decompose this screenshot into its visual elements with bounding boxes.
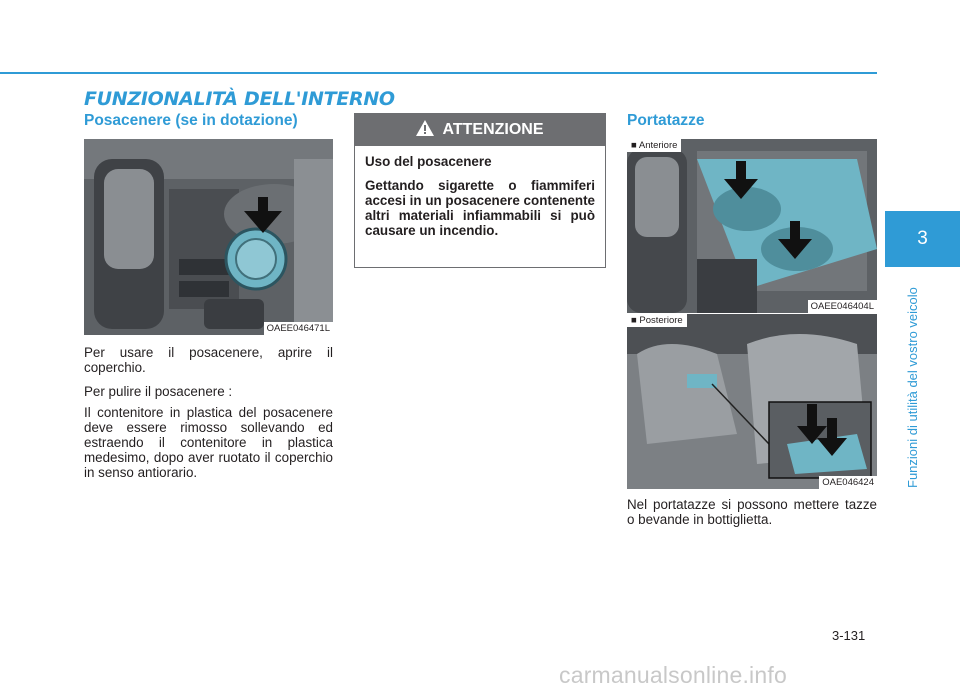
watermark: carmanualsonline.info xyxy=(559,662,787,688)
warning-label: ATTENZIONE xyxy=(442,121,544,138)
photo-code: OAE046424 xyxy=(819,476,877,489)
paragraph: Per pulire il posacenere : xyxy=(84,384,233,399)
cupholder-heading: Portatazze xyxy=(627,112,705,129)
chapter-tab: 3 xyxy=(885,211,960,267)
ashtray-photo xyxy=(84,139,333,335)
ashtray-text xyxy=(84,345,333,489)
cupholder-text xyxy=(627,497,877,536)
chapter-label: Funzioni di utilità del vostro veicolo xyxy=(905,287,920,488)
warning-triangle-icon xyxy=(416,120,434,141)
warning-box xyxy=(354,113,606,268)
paragraph: Nel portatazze si possono mettere tazze o bevande in bottiglietta. xyxy=(627,497,877,527)
warning-text: Gettando sigarette o fiammiferi accesi in un posacenere contenente altri materiali infiammabili si può causare un incendio. xyxy=(365,178,595,238)
photo-code: OAEE046404L xyxy=(808,300,877,313)
photo-code: OAEE046471L xyxy=(264,322,333,335)
front-cupholder-photo xyxy=(627,139,877,313)
photo-tag: ■ Anteriore xyxy=(627,139,681,152)
rear-cupholder-photo xyxy=(627,314,877,489)
photo-tag: ■ Posteriore xyxy=(627,314,687,327)
paragraph: Per usare il posacenere, aprire il coperchio. xyxy=(84,345,333,375)
header-rule xyxy=(0,72,877,74)
ashtray-heading: Posacenere (se in dotazione) xyxy=(84,112,298,129)
page-number: 3-131 xyxy=(832,628,866,643)
warning-title: Uso del posacenere xyxy=(365,154,492,169)
warning-header xyxy=(355,114,605,146)
section-title: FUNZIONALITÀ DELL'INTERNO xyxy=(84,88,395,110)
paragraph: Il contenitore in plastica del posacenere deve essere rimosso sollevando ed estraendo il contenitore in plastica medesimo, dopo aver ruotato il coperchio in senso antiorario. xyxy=(84,405,333,480)
